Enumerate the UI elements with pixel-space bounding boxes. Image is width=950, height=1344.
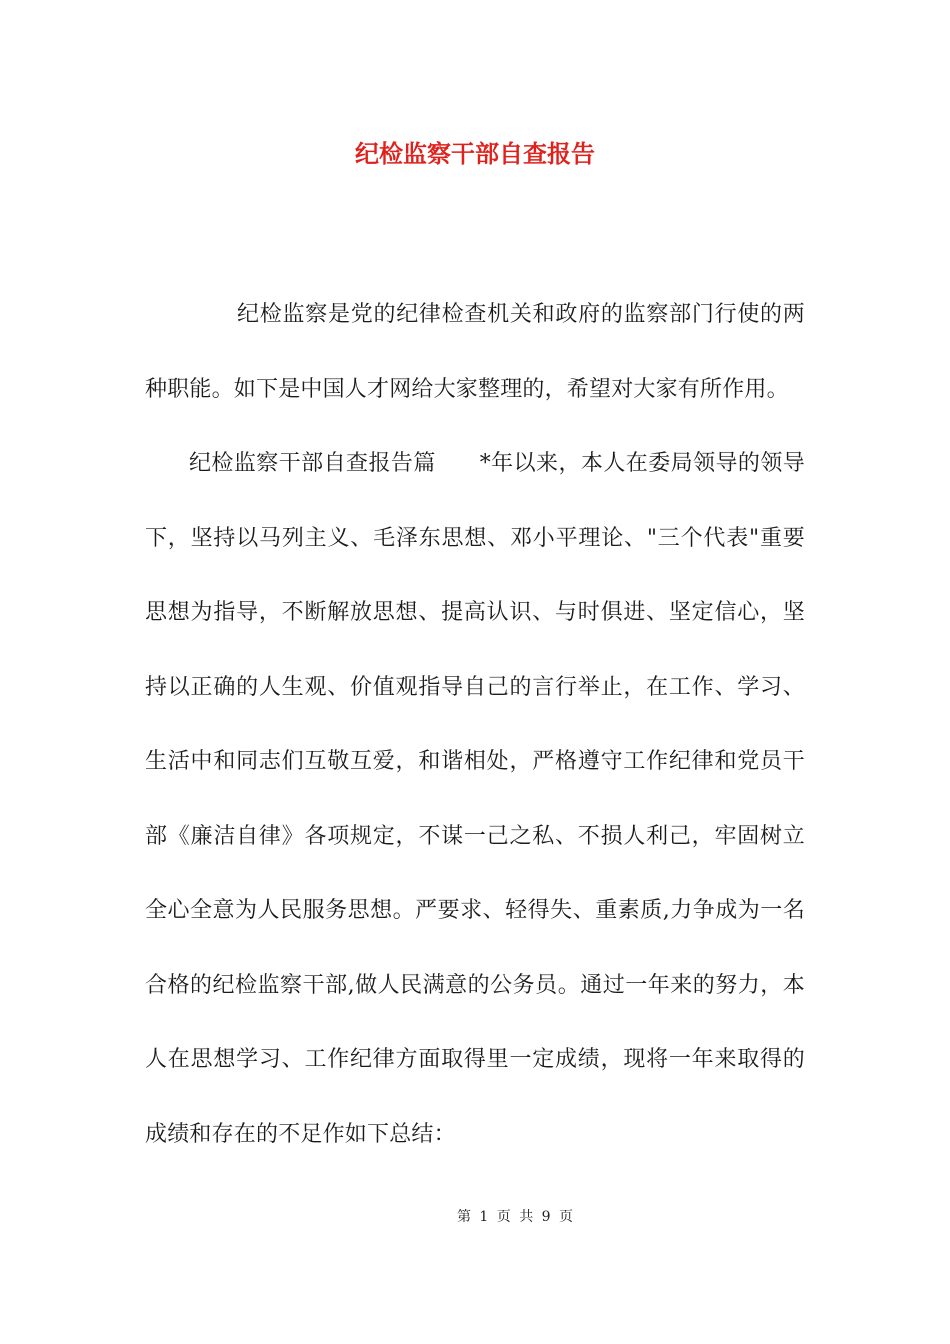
document-body [145,278,805,1172]
report-heading: 纪检监察干部自查报告篇 [189,451,436,476]
report-body: *年以来，本人在委局领导的领导下，坚持以马列主义、毛泽东思想、邓小平理论、"三个代表"重要思想为指导，不断解放思想、提高认识、与时俱进、坚定信心，坚持以正确的人生观、价值观指导自己的言行举止，在工作、学习、生活中和同志们互敬互爱，和谐相处，严格遵守工作纪律和党员干部《廉洁自律》各项规定，不谋一己之私、不损人利己，牢固树立全心全意为人民服务思想。严要求、轻得失、重素质,力争成为一名合格的纪检监察干部,做人民满意的公务员。通过一年来的努力，本人在思想学习、工作纪律方面取得里一定成绩，现将一年来取得的成绩和存在的不足作如下总结： [145,451,805,1147]
page-footer: 第 1 页 共 9 页 [456,1209,574,1225]
intro-paragraph: 纪检监察是党的纪律检查机关和政府的监察部门行使的两种职能。如下是中国人才网给大家整理的，希望对大家有所作用。 [145,302,805,402]
report-paragraph [145,427,805,1172]
document-title: 纪检监察干部自查报告 [355,139,595,168]
